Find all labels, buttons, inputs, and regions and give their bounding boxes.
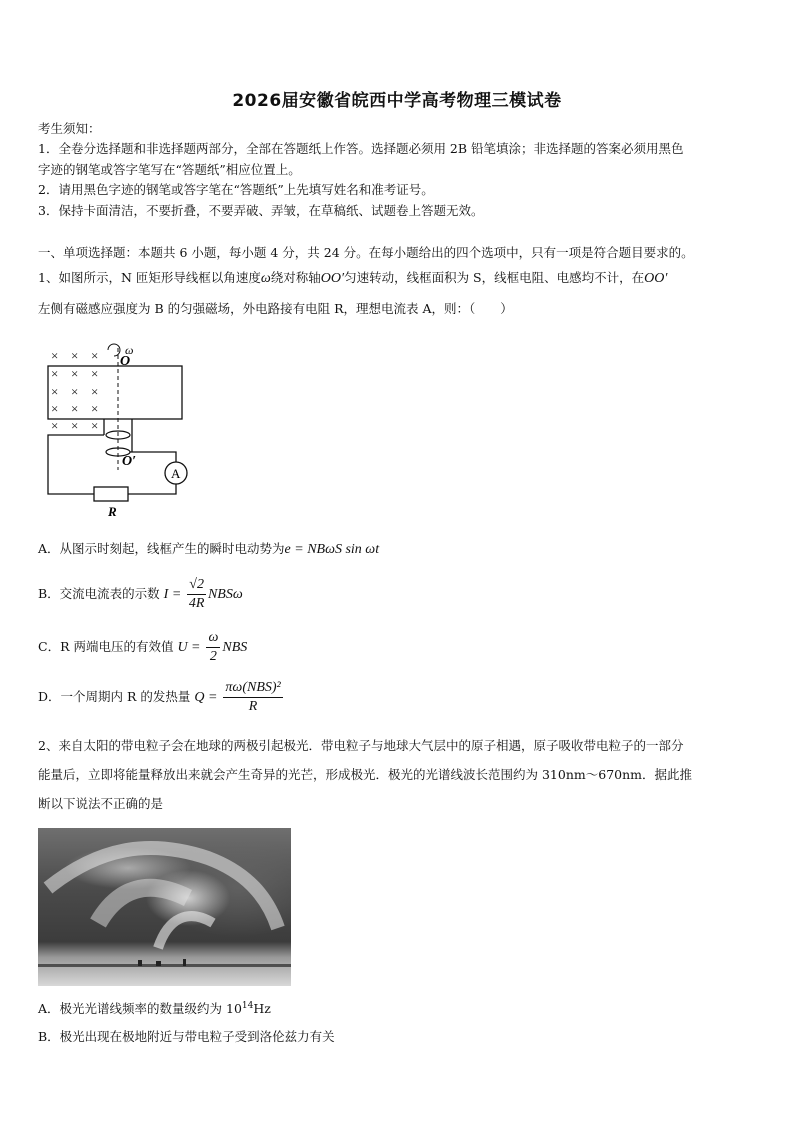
o-label: O [120, 354, 131, 369]
q1-option-b-den: 4R [188, 596, 205, 611]
q1-option-c-text: C．R 两端电压的有效值 [38, 639, 174, 654]
svg-text:×: × [71, 366, 79, 381]
svg-text:×: × [51, 366, 59, 381]
q2-stem-line3: 断以下说法不正确的是 [38, 796, 164, 811]
svg-text:×: × [51, 348, 59, 363]
wire-right-bottom [128, 484, 176, 494]
svg-text:×: × [51, 384, 59, 399]
svg-text:×: × [51, 401, 59, 416]
q1-omega: ω [260, 271, 271, 286]
q1-stem-line1 [38, 269, 758, 288]
wire-frame [48, 366, 182, 419]
notice-item-2: 2．请用黑色字迹的钢笔或答字笔在“答题纸”上先填写姓名和准考证号。 [38, 182, 434, 197]
q1-stem-line2: 左侧有磁感应强度为 B 的匀强磁场，外电路接有电阻 R，理想电流表 A，则：（ ） [38, 301, 513, 316]
q1-option-c-rhs: NBS [222, 640, 248, 655]
q1-stem-b: 绕对称轴 [270, 270, 321, 285]
q1-option-a [38, 540, 758, 559]
q1-option-a-text: A．从图示时刻起，线框产生的瞬时电动势为 [38, 541, 285, 556]
q2-option-a-text: A．极光光谱线频率的数量级约为 10 [38, 1001, 242, 1017]
omega-label: ω [125, 343, 134, 357]
q1-option-d-num: πω(NBS)² [223, 679, 282, 698]
q1-option-d-fraction [223, 679, 282, 716]
svg-text:×: × [71, 384, 79, 399]
q2-option-a-exponent: 14 [241, 1001, 254, 1011]
q1-option-b-rhs: NBSω [207, 587, 243, 602]
aurora-photo [38, 828, 291, 986]
wire-left [48, 435, 104, 494]
svg-text:×: × [91, 384, 99, 399]
notice-item-1-cont: 字迹的钢笔或答字笔写在“答题纸”相应位置上。 [38, 162, 301, 177]
q1-stem-c: 匀速转动，线框面积为 S，线框电阻、电感均不计，在 [344, 270, 645, 285]
q1-axis: OO′ [320, 271, 345, 286]
magnetic-field-marks [51, 348, 98, 433]
q1-option-b-num: √2 [187, 576, 206, 595]
svg-text:×: × [71, 401, 79, 416]
q1-option-d-lhs: Q = [194, 690, 218, 705]
q1-option-a-formula: e = NBωS sin ωt [284, 542, 380, 557]
section-heading: 一、单项选择题：本题共 6 小题，每小题 4 分，共 24 分。在每小题给出的四个选项中，只有一项是符合题目要求的。 [38, 245, 694, 260]
q1-option-d-den: R [248, 699, 258, 714]
q2-option-a-unit: Hz [253, 1001, 271, 1017]
q1-option-d [38, 679, 758, 716]
circuit-figure [38, 340, 198, 520]
resistor-label: R [108, 504, 117, 519]
q1-option-c-lhs: U = [177, 640, 201, 655]
q1-option-d-text: D．一个周期内 R 的发热量 [38, 689, 191, 704]
q2-stem-line1: 2、来自太阳的带电粒子会在地球的两极引起极光．带电粒子与地球大气层中的原子相遇，原子吸收带电粒子的一部分 [38, 738, 684, 753]
q1-axis-2: OO′ [644, 271, 668, 286]
q2-option-b: B．极光出现在极地附近与带电粒子受到洛伦兹力有关 [38, 1029, 335, 1044]
notice-item-3: 3．保持卡面清洁，不要折叠，不要弄破、弄皱，在草稿纸、试题卷上答题无效。 [38, 203, 484, 218]
q1-option-b-lhs: I = [163, 587, 182, 602]
q1-option-c-fraction [206, 629, 220, 666]
svg-text:×: × [91, 418, 99, 433]
svg-text:×: × [91, 366, 99, 381]
q1-option-b [38, 576, 758, 613]
aurora-photo-detail [38, 828, 291, 986]
svg-text:×: × [91, 348, 99, 363]
svg-text:×: × [71, 418, 79, 433]
notice-heading: 考生须知： [38, 121, 101, 136]
ammeter-label: A [171, 466, 181, 481]
o-prime-label: O′ [122, 454, 137, 469]
q1-option-c-den: 2 [209, 649, 217, 664]
notice-item-1: 1．全卷分选择题和非选择题两部分，全部在答题纸上作答。选择题必须用 2B 铅笔填涂；非选择题的答案必须用黑色 [38, 141, 684, 156]
q1-option-c-num: ω [206, 629, 220, 648]
svg-text:×: × [71, 348, 79, 363]
svg-text:×: × [51, 418, 59, 433]
resistor [94, 487, 128, 501]
wire-right-top [130, 452, 176, 462]
q2-option-a [38, 997, 758, 1018]
q1-option-b-fraction [187, 576, 206, 613]
q1-option-c [38, 629, 758, 666]
q2-stem-line2: 能量后，立即将能量释放出来就会产生奇异的光芒，形成极光．极光的光谱线波长范围约为 310nm～670nm．据此推 [38, 767, 692, 782]
q1-option-b-text: B．交流电流表的示数 [38, 586, 160, 601]
page-title: 2026届安徽省皖西中学高考物理三模试卷 [232, 91, 562, 111]
q1-stem-a: 1、如图所示，N 匝矩形导线框以角速度 [38, 270, 261, 285]
svg-text:×: × [91, 401, 99, 416]
